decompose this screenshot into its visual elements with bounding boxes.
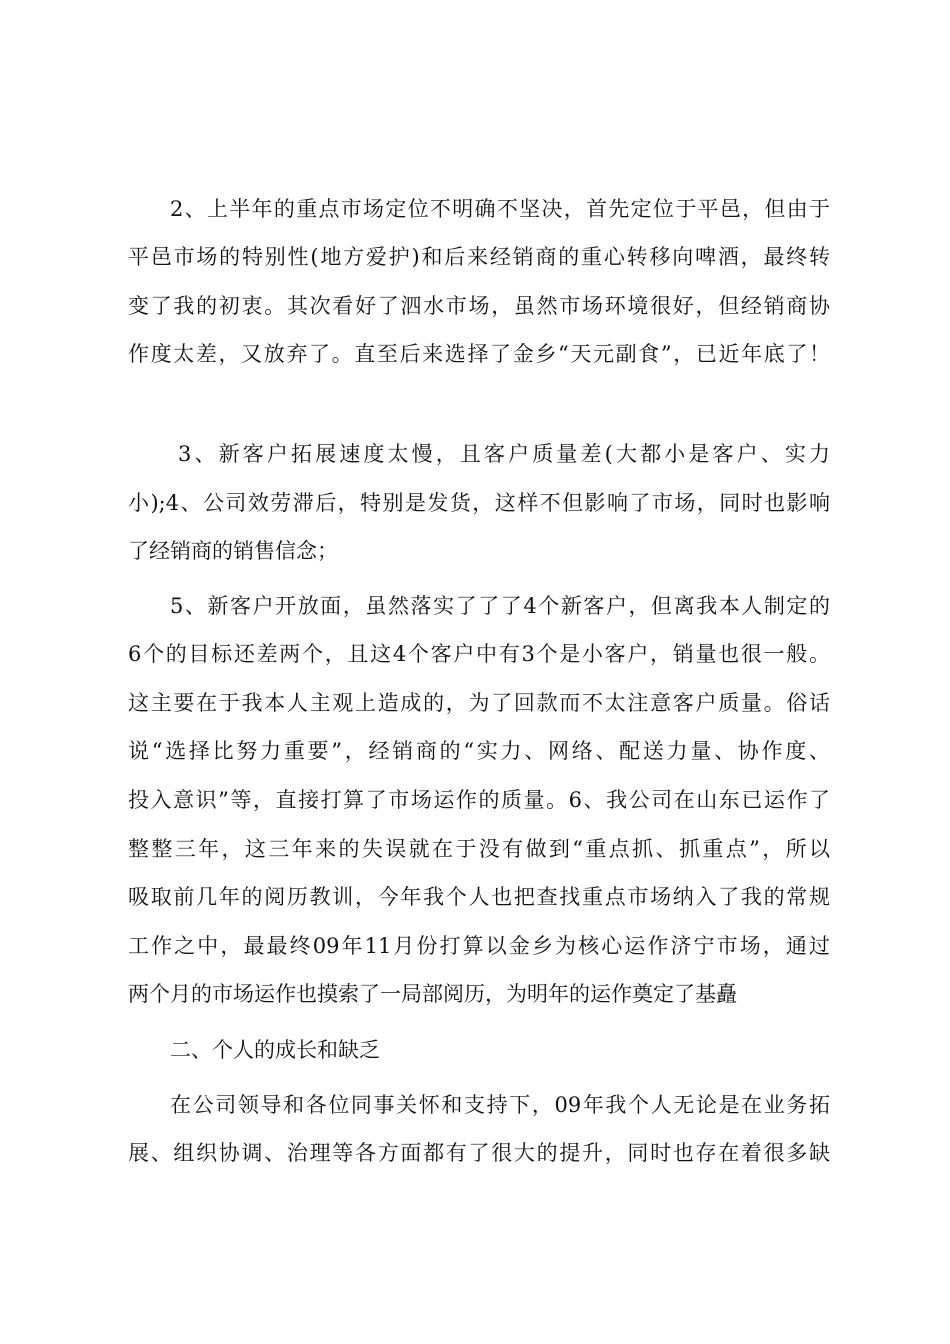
text-line: 整整三年，这三年来的失误就在于没有做到“重点抓、抓重点”，所以	[128, 837, 830, 861]
section-heading: 二、个人的成长和缺乏	[170, 1038, 380, 1062]
text-line: 6个的目标还差两个，且这4个客户中有3个是小客户，销量也很一般。	[128, 642, 830, 666]
text-line: 说“选择比努力重要”，经销商的“实力、网络、配送力量、协作度、	[128, 739, 830, 763]
text-line: 5、新客户开放面，虽然落实了了了4个新客户，但离我本人制定的	[170, 594, 830, 618]
text-line: 两个月的市场运作也摸索了一局部阅历，为明年的运作奠定了基矗	[128, 982, 737, 1006]
text-line: 变了我的初衷。其次看好了泗水市场，虽然市场环境很好，但经销商协	[128, 294, 830, 318]
text-line: 平邑市场的特别性(地方爱护)和后来经销商的重心转移向啤酒，最终转	[128, 245, 830, 269]
text-line: 在公司领导和各位同事关怀和支持下，09年我个人无论是在业务拓	[170, 1093, 830, 1117]
text-line: 展、组织协调、治理等各方面都有了很大的提升，同时也存在着很多缺	[128, 1141, 830, 1165]
text-line: 工作之中，最最终09年11月份打算以金乡为核心运作济宁市场，通过	[128, 934, 830, 958]
text-line: 作度太差，又放弃了。直至后来选择了金乡“天元副食”，已近年底了！	[128, 342, 830, 366]
text-line: 这主要在于我本人主观上造成的，为了回款而不太注意客户质量。俗话	[128, 691, 830, 715]
text-line: 投入意识”等，直接打算了市场运作的质量。6、我公司在山东已运作了	[128, 788, 830, 812]
text-line: 2、上半年的重点市场定位不明确不坚决，首先定位于平邑，但由于	[170, 197, 830, 221]
text-line: 3、新客户拓展速度太慢，且客户质量差(大都小是客户、实力	[178, 442, 830, 466]
text-line: 了经销商的销售信念；	[128, 539, 338, 563]
text-line: 吸取前几年的阅历教训，今年我个人也把查找重点市场纳入了我的常规	[128, 885, 830, 909]
text-line: 小);4、公司效劳滞后，特别是发货，这样不但影响了市场，同时也影响	[128, 491, 830, 515]
